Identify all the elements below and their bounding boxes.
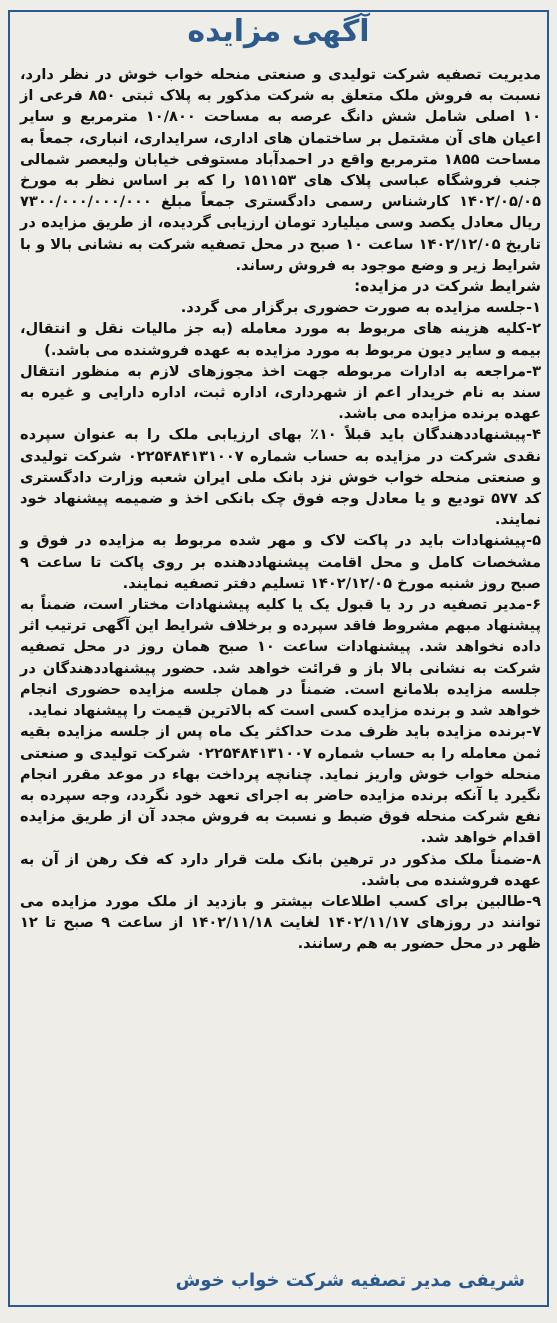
condition-item: ۷-برنده مزایده باید ظرف مدت حداکثر یک ماه پس از جلسه مزایده بقیه ثمن معامله را به حساب شماره ۰۲۲۵۴۸۴۱۳۱۰۰۷ شرکت تولیدی و صنعتی منحله خواب خوش واریز نماید. چنانچه پرداخت بهاء در موعد مقرر انجام نگیرد یا آنکه برنده مزایده حاضر به اجرای تعهد خود نگردد، وجه سپرده به نفع شرکت منحله فوق ضبط و نسبت به فروش مجدد آن از طریق مزایده اقدام خواهد شد. — [20, 723, 541, 847]
condition-item: ۳-مراجعه به ادارات مربوطه جهت اخذ مجوزهای لازم به منظور انتقال سند به نام خریدار اعم از شهرداری، اداره ثبت، اداره دارایی و غیره به عهده برنده مزایده می باشد. — [20, 362, 541, 423]
conditions-heading: شرایط شرکت در مزایده: — [354, 277, 541, 296]
notice-body — [20, 64, 541, 955]
notice-intro: مدیریت تصفیه شرکت تولیدی و صنعتی منحله خواب خوش در نظر دارد، نسبت به فروش ملک متعلق به شرکت مذکور به پلاک ثبتی ۸۵۰ فرعی از ۱۰ اصلی شامل شش دانگ عرصه به مساحت ۱۰/۸۰۰ مترمربع و سایر اعیان های آن مشتمل بر ساختمان های اداری، سرایداری، انباری، جمعاً به مساحت ۱۸۵۵ مترمربع واقع در احمدآباد مستوفی خیابان ولیعصر شمالی جنب فروشگاه عباسی پلاک های ۱۵۱۱۵۳ را که بر اساس نظر به مورخ ۱۴۰۲/۰۵/۰۵ کارشناس رسمی دادگستری جمعاً مبلغ ۷۳۰۰/۰۰۰/۰۰۰/۰۰۰ ریال معادل یکصد وسی میلیارد تومان ارزیابی گردیده، از طریق مزایده در تاریخ ۱۴۰۲/۱۲/۰۵ ساعت ۱۰ صبح در محل تصفیه شرکت به نشانی بالا و با شرایط زیر و وضع موجود به فروش رساند. — [20, 66, 542, 274]
condition-item: ۱-جلسه مزایده به صورت حضوری برگزار می گردد. — [180, 299, 541, 317]
condition-item: ۸-ضمناً ملک مذکور در ترهین بانک ملت قرار دارد که فک رهن از آن به عهده فروشنده می باشد. — [20, 850, 541, 889]
signature-line: شریفی مدیر تصفیه شرکت خواب خوش — [175, 1270, 525, 1291]
condition-item: ۲-کلیه هزینه های مربوط به مورد معامله (به جز مالیات نقل و انتقال، بیمه و سایر دیون مربوط به مورد مزایده به عهده فروشنده می باشد.) — [20, 320, 541, 359]
condition-item: ۴-پیشنهاددهندگان باید قبلاً ۱۰٪ بهای ارزیابی ملک را به عنوان سپرده نقدی شرکت در مزایده به حساب شماره ۰۲۲۵۴۸۴۱۳۱۰۰۷ شرکت تولیدی و صنعتی منحله خواب خوش نزد بانک ملی ایران شعبه وزارت دادگستری کد ۵۷۷ تودیع و یا معادل وجه فوق چک بانکی اخذ و ضمیمه پیشنهاد خود نمایند. — [20, 426, 541, 529]
condition-item: ۹-طالبین برای کسب اطلاعات بیشتر و بازدید از ملک مورد مزایده می توانند در روزهای ۱۴۰۲/۱۱/۱۷ لغایت ۱۴۰۲/۱۱/۱۸ از ساعت ۹ صبح تا ۱۲ ظهر در محل حضور به هم رسانند. — [20, 892, 541, 953]
notice-title: آگهی مزایده — [187, 14, 370, 49]
condition-item: ۶-مدیر تصفیه در رد یا قبول یک یا کلیه پیشنهادات مختار است، ضمناً به پیشنهاد مبهم مشروط فاقد سپرده و برخلاف شرایط این آگهی ترتیب اثر داده نخواهد شد. پیشنهادات ساعت ۱۰ صبح همان روز در محل تصفیه شرکت به نشانی بالا باز و قرائت خواهد شد. حضور پیشنهاددهندگان در جلسه مزایده بلامانع است. ضمناً در همان جلسه مزایده حضوری انجام خواهد شد و برنده مزایده کسی است که بالاترین قیمت را پیشنهاد نماید. — [20, 596, 541, 720]
condition-item: ۵-پیشنهادات باید در پاکت لاک و مهر شده مربوط به مزایده در فوق و مشخصات کامل و محل اقامت پیشنهاددهنده بر روی پاکت تا ساعت ۹ صبح روز شنبه مورخ ۱۴۰۲/۱۲/۰۵ تسلیم دفتر تصفیه نمایند. — [20, 532, 541, 592]
